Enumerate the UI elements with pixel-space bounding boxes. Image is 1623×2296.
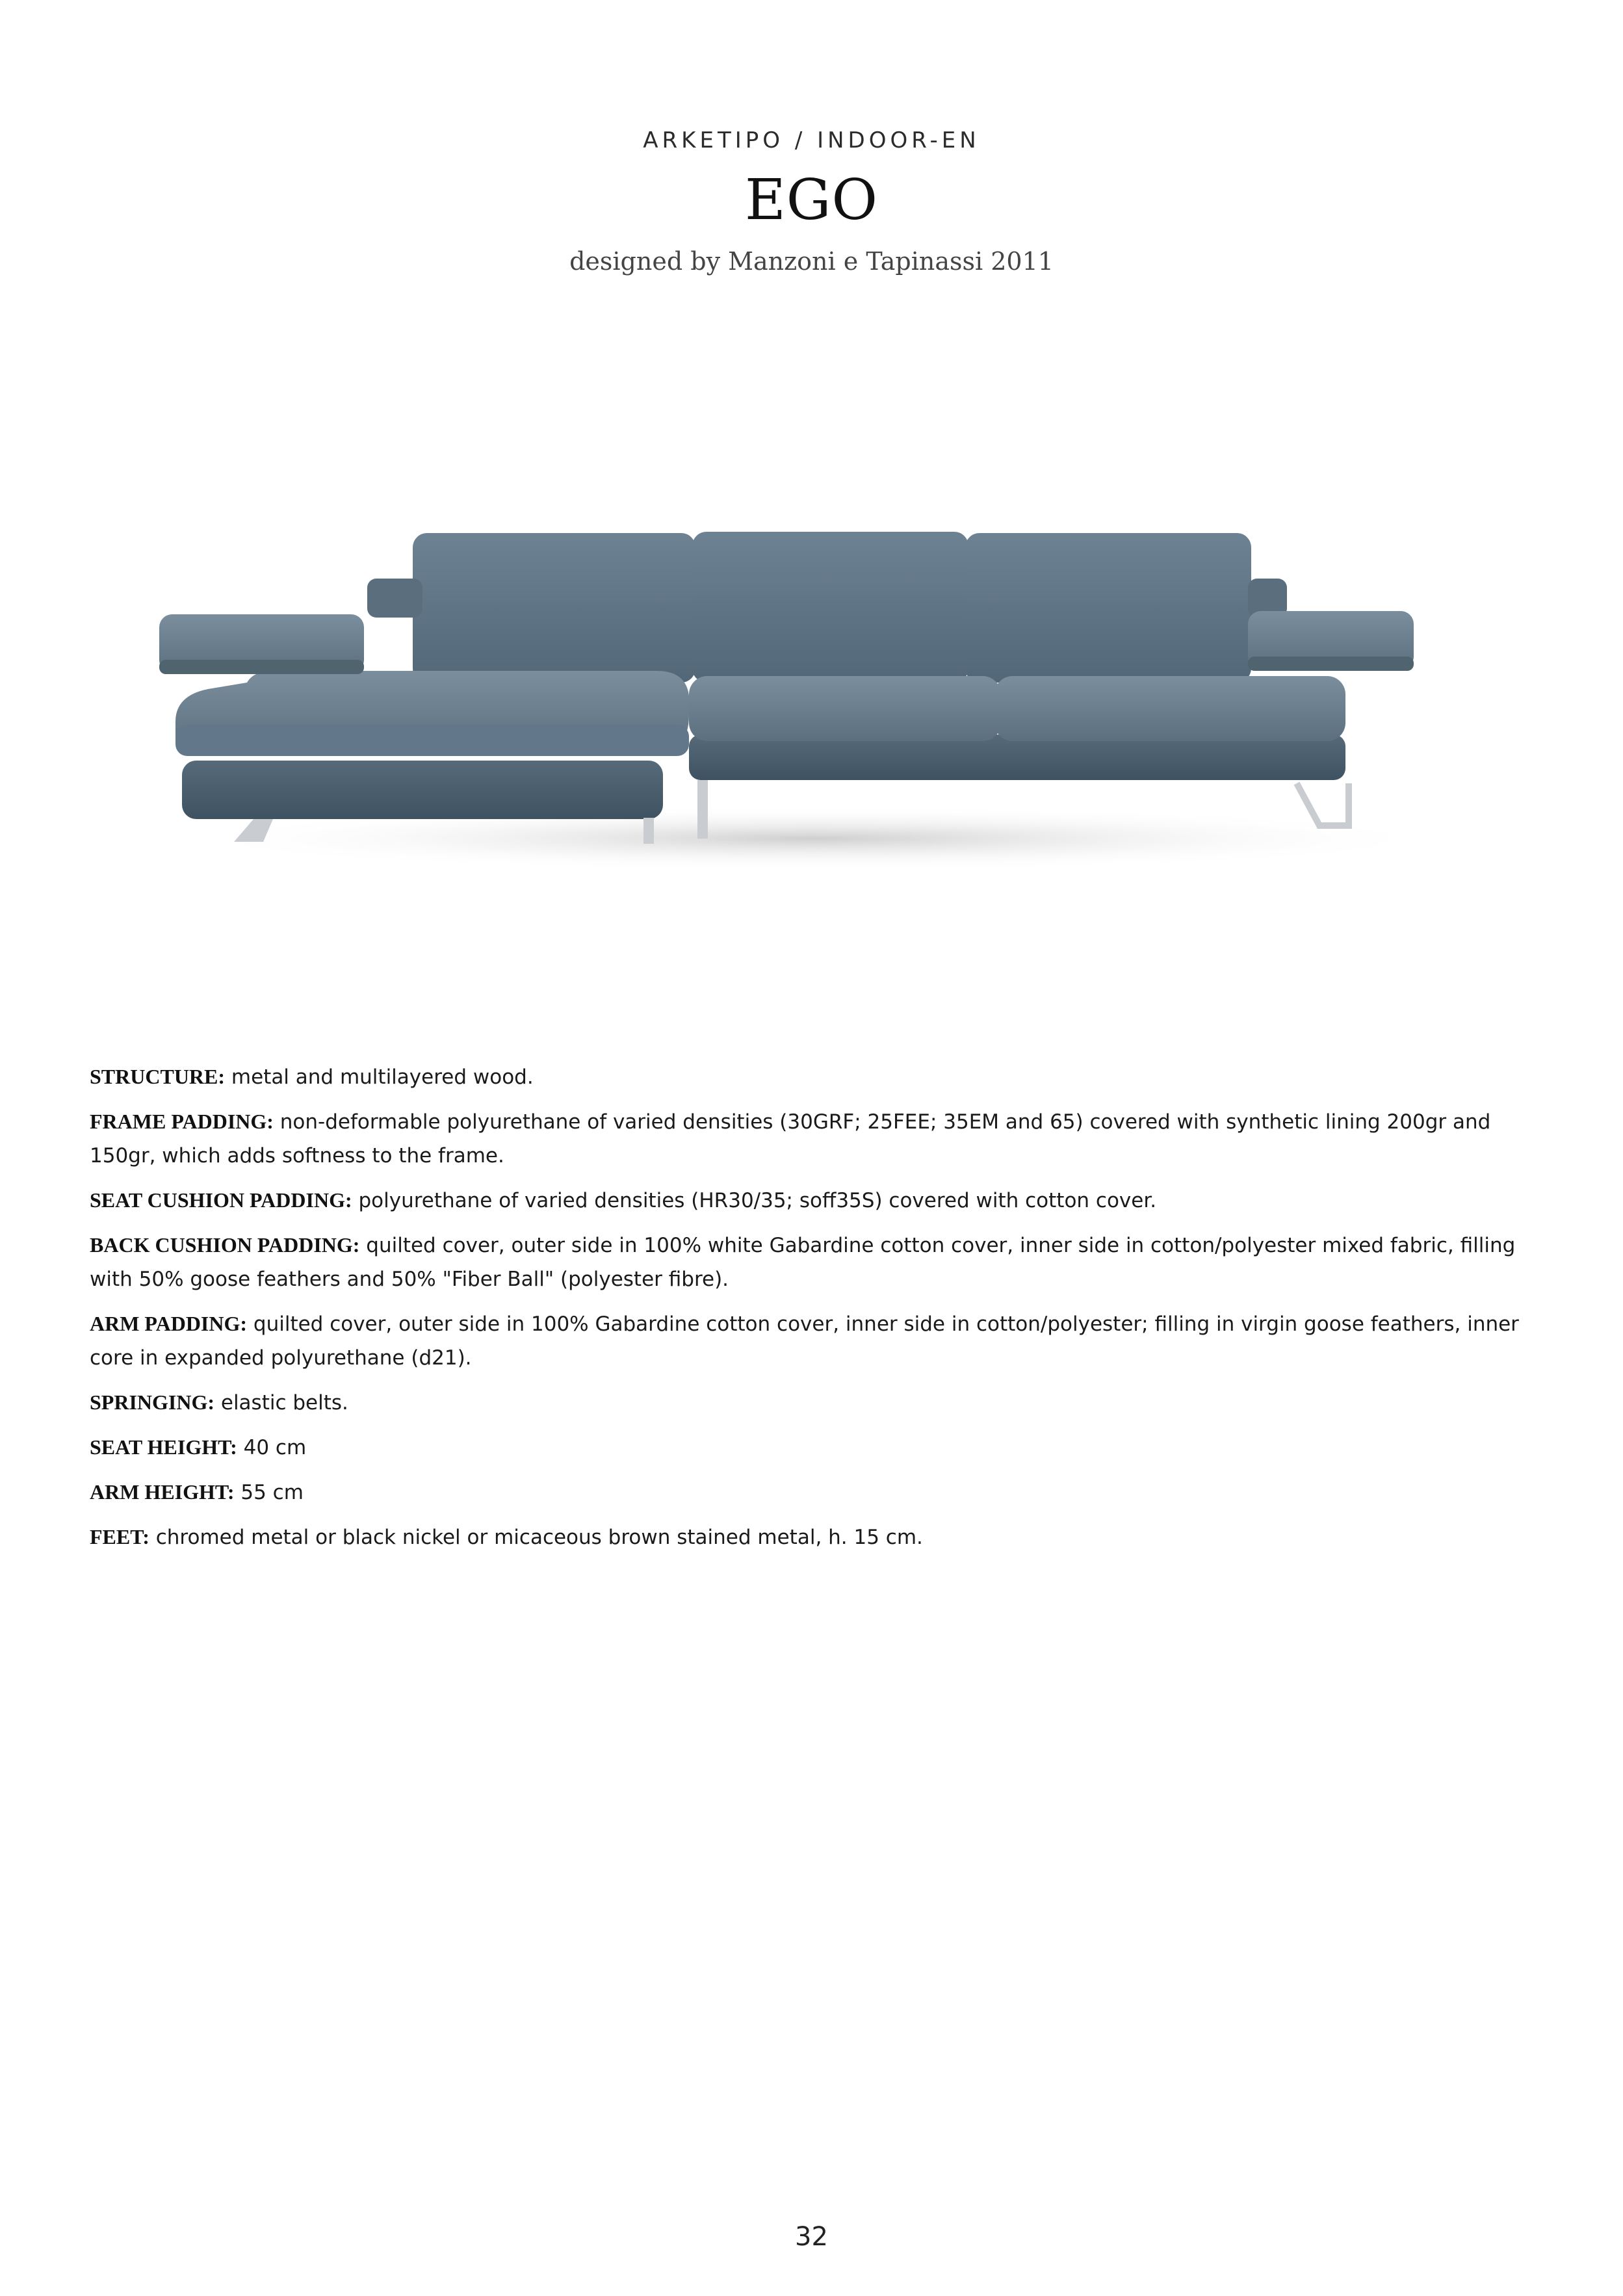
spec-label: STRUCTURE: — [90, 1065, 226, 1088]
chaise-base — [182, 761, 663, 819]
spec-text: quilted cover, outer side in 100% white Gabardine cotton cover, inner side in cotton/polyester mixed fabric, filling with 50% goose feathers and 50% "Fiber Ball" (polyester fibre). — [90, 1234, 1516, 1291]
left-arm-stub — [367, 579, 422, 618]
spec-arm-padding — [90, 1307, 1520, 1375]
spec-feet — [90, 1520, 1520, 1554]
right-arm-side — [1248, 657, 1414, 671]
back-cushion-middle — [692, 532, 968, 683]
spec-frame-padding — [90, 1104, 1520, 1173]
spec-label: BACK CUSHION PADDING: — [90, 1233, 360, 1257]
right-foot-front — [697, 780, 708, 839]
spec-label: SPRINGING: — [90, 1390, 215, 1414]
spec-label: ARM HEIGHT: — [90, 1480, 235, 1504]
spec-label: FRAME PADDING: — [90, 1110, 274, 1133]
spec-text: elastic belts. — [220, 1391, 348, 1415]
spec-structure — [90, 1060, 1520, 1094]
spec-text: polyurethane of varied densities (HR30/35; soff35S) covered with cotton cover. — [358, 1189, 1157, 1212]
page-number: 32 — [795, 2222, 828, 2252]
left-arm-side — [159, 660, 364, 674]
spec-label: ARM PADDING: — [90, 1312, 248, 1335]
chaise-foot-right — [643, 818, 654, 844]
specifications — [90, 1060, 1520, 1565]
back-cushion-left — [413, 533, 695, 683]
designer-subtitle: designed by Manzoni e Tapinassi 2011 — [569, 247, 1054, 276]
spec-back-cushion-padding — [90, 1228, 1520, 1296]
spec-text: chromed metal or black nickel or micaceous brown stained metal, h. 15 cm. — [155, 1526, 923, 1549]
chaise-cushion-side — [175, 725, 689, 756]
back-cushion-right — [965, 533, 1251, 683]
page-title: EGO — [745, 168, 878, 233]
seat-cushion-right — [994, 676, 1345, 741]
spec-seat-height — [90, 1430, 1520, 1465]
sofa-image — [149, 501, 1449, 891]
spec-label: SEAT CUSHION PADDING: — [90, 1188, 352, 1212]
spec-seat-cushion-padding — [90, 1183, 1520, 1218]
seat-cushion-middle — [689, 676, 1001, 741]
spec-text: non-deformable polyurethane of varied densities (30GRF; 25FEE; 35EM and 65) covered with synthetic lining 200gr and 150gr, which adds softness to the frame. — [90, 1110, 1491, 1168]
spec-arm-height — [90, 1475, 1520, 1509]
spec-text: 55 cm — [240, 1481, 304, 1504]
spec-text: metal and multilayered wood. — [231, 1065, 534, 1089]
spec-text: quilted cover, outer side in 100% Gabardine cotton cover, inner side in cotton/polyester; filling in virgin goose feathers, inner core in expanded polyurethane (d21). — [90, 1312, 1519, 1370]
spec-text: 40 cm — [243, 1436, 307, 1459]
spec-label: SEAT HEIGHT: — [90, 1435, 237, 1459]
spec-label: FEET: — [90, 1525, 149, 1548]
right-base — [689, 735, 1345, 780]
breadcrumb: ARKETIPO / INDOOR-EN — [643, 127, 980, 153]
spec-springing — [90, 1385, 1520, 1420]
